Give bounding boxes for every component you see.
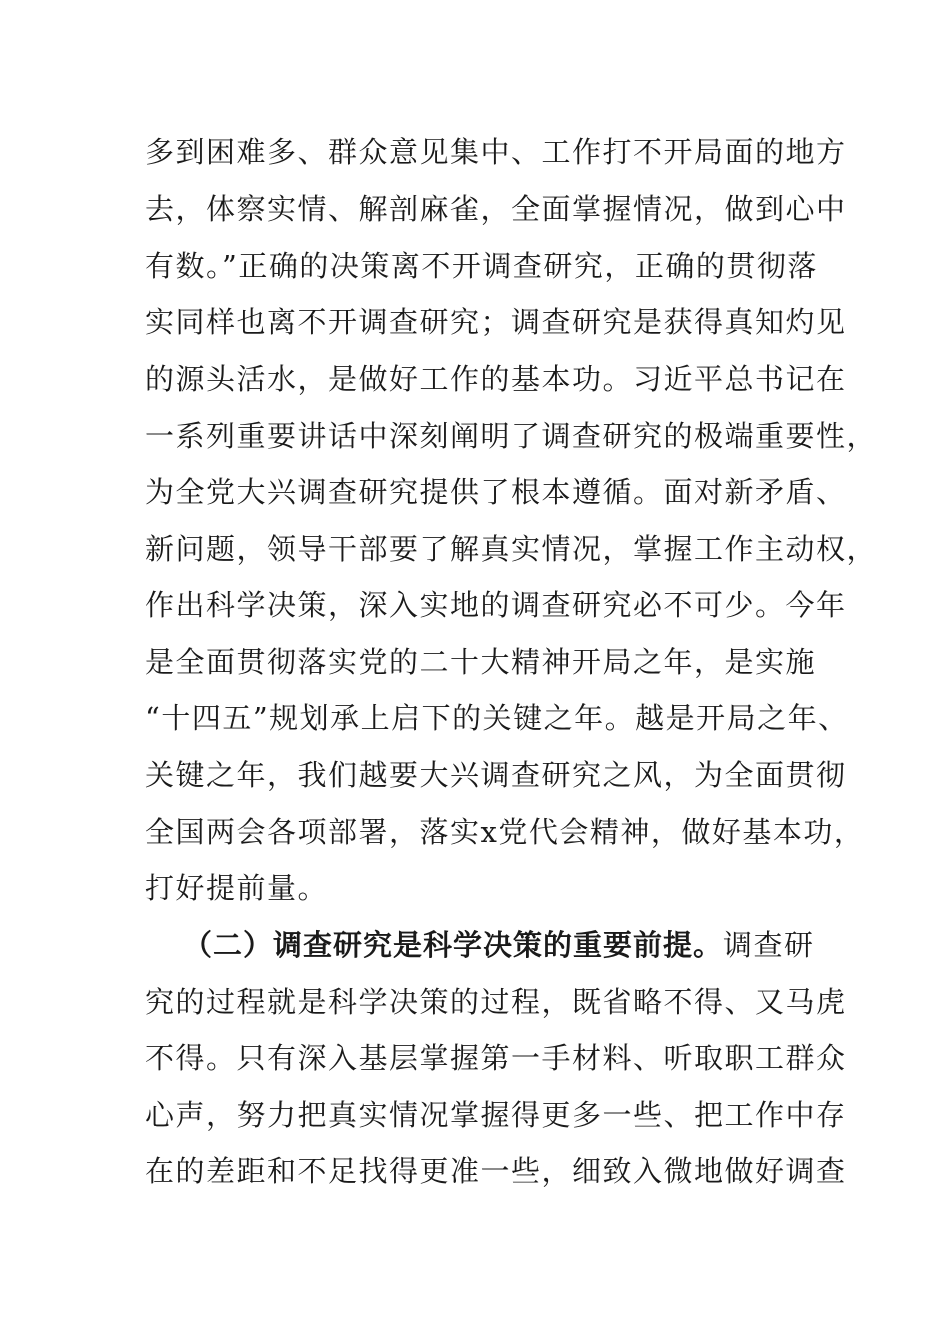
paragraph-line: “十四五”规划承上启下的关键之年。越是开局之年、 — [145, 701, 849, 735]
paragraph-line: 一系列重要讲话中深刻阐明了调查研究的极端重要性， — [145, 419, 878, 453]
paragraph-line: 有数。”正确的决策离不开调查研究，正确的贯彻落 — [145, 249, 818, 283]
paragraph-line: 实同样也离不开调查研究；调查研究是获得真知灼见 — [145, 305, 847, 339]
section-heading: （二）调查研究是科学决策的重要前提。 — [183, 928, 724, 962]
paragraph-line: 多到困难多、群众意见集中、工作打不开局面的地方 — [145, 135, 847, 169]
paragraph-line: 关键之年，我们越要大兴调查研究之风，为全面贯彻 — [145, 758, 847, 792]
paragraph-line: 去，体察实情、解剖麻雀，全面掌握情况，做到心中 — [145, 192, 847, 226]
paragraph-line: 究的过程就是科学决策的过程，既省略不得、又马虎 — [145, 985, 847, 1019]
paragraph-line: 的源头活水，是做好工作的基本功。习近平总书记在 — [145, 362, 847, 396]
paragraph-line: 在的差距和不足找得更准一些，细致入微地做好调查 — [145, 1154, 847, 1188]
paragraph-line: 作出科学决策，深入实地的调查研究必不可少。今年 — [145, 588, 847, 622]
section-heading-tail: 调查研 — [723, 928, 815, 962]
paragraph-line: 打好提前量。 — [145, 871, 329, 905]
paragraph-line: 为全党大兴调查研究提供了根本遵循。面对新矛盾、 — [145, 475, 847, 509]
paragraph-line: 不得。只有深入基层掌握第一手材料、听取职工群众 — [145, 1041, 847, 1075]
section-heading-line — [183, 925, 815, 965]
paragraph-line: 是全面贯彻落实党的二十大精神开局之年，是实施 — [145, 645, 817, 679]
paragraph-line: 全国两会各项部署，落实x党代会精神，做好基本功， — [145, 815, 865, 849]
paragraph-line: 心声，努力把真实情况掌握得更多一些、把工作中存 — [145, 1098, 847, 1132]
paragraph-line: 新问题，领导干部要了解真实情况，掌握工作主动权， — [145, 532, 878, 566]
